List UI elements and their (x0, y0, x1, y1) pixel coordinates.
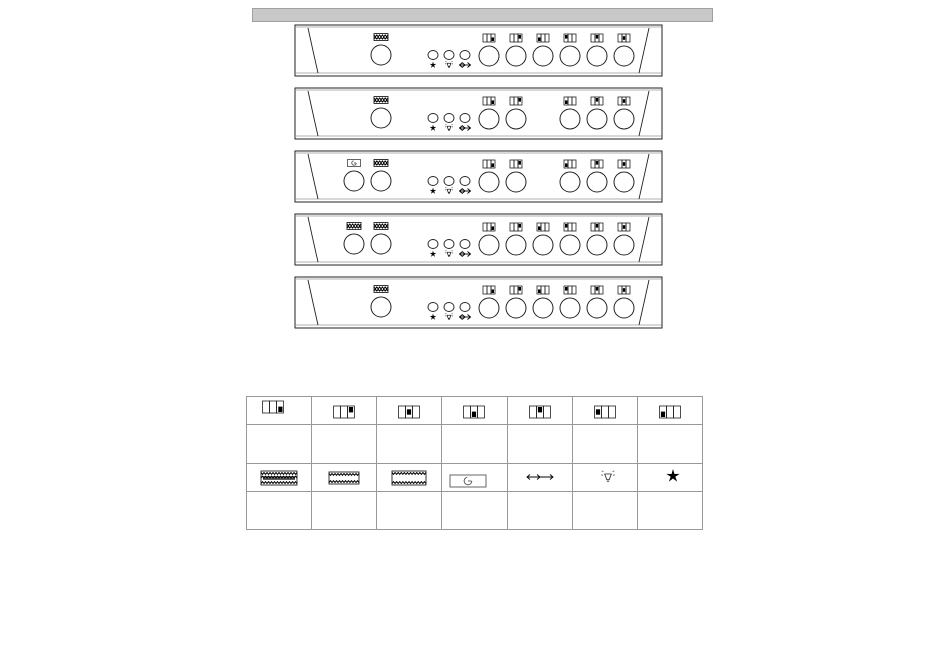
legend-blank-cell (507, 492, 572, 530)
legend-cell (637, 397, 702, 425)
legend-cell (572, 464, 637, 492)
hob-knob[interactable] (506, 46, 526, 66)
hob-mid-right-symbol (314, 399, 374, 423)
hob-knob[interactable] (533, 235, 553, 255)
light-switch[interactable] (444, 51, 454, 60)
legend-blank-cell (312, 425, 377, 464)
hob-mid-left-icon (399, 406, 420, 418)
panel-frame (295, 88, 662, 139)
rotisserie-switch[interactable] (460, 303, 470, 312)
hob-knob[interactable] (479, 109, 499, 129)
hob-rear-right-symbol (249, 399, 309, 423)
legend-blank-cell (442, 492, 507, 530)
legend-blank-cell (637, 425, 702, 464)
legend-blank-cell (312, 492, 377, 530)
legend-row-blank (247, 492, 703, 530)
legend-cell (507, 397, 572, 425)
hob-front-left-symbol (640, 399, 700, 423)
hob-knob[interactable] (533, 46, 553, 66)
legend-cell (377, 464, 442, 492)
legend-cell (572, 397, 637, 425)
hob-rear-right-icon (263, 401, 284, 413)
oven-bottom-icon (392, 471, 426, 485)
legend-blank-cell (507, 425, 572, 464)
legend-cell (312, 397, 377, 425)
hob-knob[interactable] (560, 172, 580, 192)
hob-mid-right-icon (334, 406, 355, 418)
legend-row-hob-symbols (247, 397, 703, 425)
legend-blank-cell (442, 425, 507, 464)
hob-rear-mid-symbol (510, 399, 570, 423)
hob-front-mid-icon (464, 406, 485, 418)
oven-knob[interactable] (344, 234, 364, 254)
oven-knob[interactable] (371, 171, 391, 191)
light-switch[interactable] (444, 177, 454, 186)
fan-switch[interactable] (428, 303, 438, 312)
hob-knob[interactable] (614, 298, 634, 318)
symbol-legend-table (246, 396, 703, 530)
rotisserie-icon (527, 474, 553, 479)
legend-cell (442, 464, 507, 492)
hob-knob[interactable] (506, 172, 526, 192)
hob-knob[interactable] (560, 46, 580, 66)
oven-top-symbol (314, 466, 374, 490)
oven-knob[interactable] (371, 108, 391, 128)
hob-knob[interactable] (533, 298, 553, 318)
grill-knob[interactable] (371, 234, 391, 254)
control-panel-2 (295, 88, 662, 139)
hob-left-symbol (575, 399, 635, 423)
hob-mid-left-symbol (379, 399, 439, 423)
control-panel-5 (295, 277, 662, 328)
hob-knob[interactable] (587, 46, 607, 66)
control-panel-3 (295, 151, 662, 202)
legend-row-blank (247, 425, 703, 464)
hob-knob[interactable] (587, 109, 607, 129)
legend-cell (247, 464, 312, 492)
hob-knob[interactable] (614, 172, 634, 192)
legend-blank-cell (637, 492, 702, 530)
hob-knob[interactable] (614, 109, 634, 129)
fan-switch[interactable] (428, 114, 438, 123)
fan-switch[interactable] (428, 177, 438, 186)
hob-knob[interactable] (560, 109, 580, 129)
legend-row-function-symbols (247, 464, 703, 492)
oven-bottom-symbol (379, 466, 439, 490)
fan-symbol (640, 466, 700, 490)
rotisserie-switch[interactable] (460, 114, 470, 123)
hob-knob[interactable] (614, 235, 634, 255)
hob-rear-mid-icon (529, 406, 550, 418)
hob-knob[interactable] (479, 172, 499, 192)
timer-symbol (444, 466, 504, 490)
light-switch[interactable] (444, 303, 454, 312)
rotisserie-symbol (510, 466, 570, 490)
hob-knob[interactable] (587, 172, 607, 192)
timer-knob[interactable] (344, 171, 364, 191)
light-switch[interactable] (444, 114, 454, 123)
legend-blank-cell (377, 492, 442, 530)
fan-switch[interactable] (428, 240, 438, 249)
legend-blank-cell (572, 425, 637, 464)
hob-knob[interactable] (614, 46, 634, 66)
hob-knob[interactable] (560, 298, 580, 318)
panel-frame (295, 25, 662, 76)
hob-knob[interactable] (479, 298, 499, 318)
legend-blank-cell (572, 492, 637, 530)
legend-cell (507, 464, 572, 492)
panel-frame (295, 277, 662, 328)
control-panel-4 (295, 214, 662, 265)
fan-switch[interactable] (428, 51, 438, 60)
rotisserie-switch[interactable] (460, 177, 470, 186)
rotisserie-switch[interactable] (460, 240, 470, 249)
legend-cell (442, 397, 507, 425)
control-panel-1 (295, 25, 662, 76)
hob-left-icon (594, 406, 615, 418)
oven-knob[interactable] (371, 297, 391, 317)
legend-blank-cell (247, 492, 312, 530)
oven-full-symbol (249, 466, 309, 490)
light-symbol (575, 466, 635, 490)
oven-knob[interactable] (371, 45, 391, 65)
hob-knob[interactable] (587, 298, 607, 318)
hob-knob[interactable] (560, 235, 580, 255)
hob-knob[interactable] (587, 235, 607, 255)
hob-knob[interactable] (479, 235, 499, 255)
hob-front-mid-symbol (444, 399, 504, 423)
oven-top-icon (329, 472, 359, 484)
legend-cell (377, 397, 442, 425)
timer-icon (450, 475, 486, 487)
legend-blank-cell (377, 425, 442, 464)
hob-knob[interactable] (506, 109, 526, 129)
fan-icon (666, 469, 679, 482)
legend-cell (312, 464, 377, 492)
hob-knob[interactable] (506, 235, 526, 255)
legend-blank-cell (247, 425, 312, 464)
hob-front-left-icon (659, 406, 680, 418)
hob-knob[interactable] (479, 46, 499, 66)
legend-cell (247, 397, 312, 425)
hob-knob[interactable] (506, 298, 526, 318)
oven-full-icon (261, 471, 297, 485)
legend-cell (637, 464, 702, 492)
light-icon (601, 470, 615, 480)
light-switch[interactable] (444, 240, 454, 249)
rotisserie-switch[interactable] (460, 51, 470, 60)
